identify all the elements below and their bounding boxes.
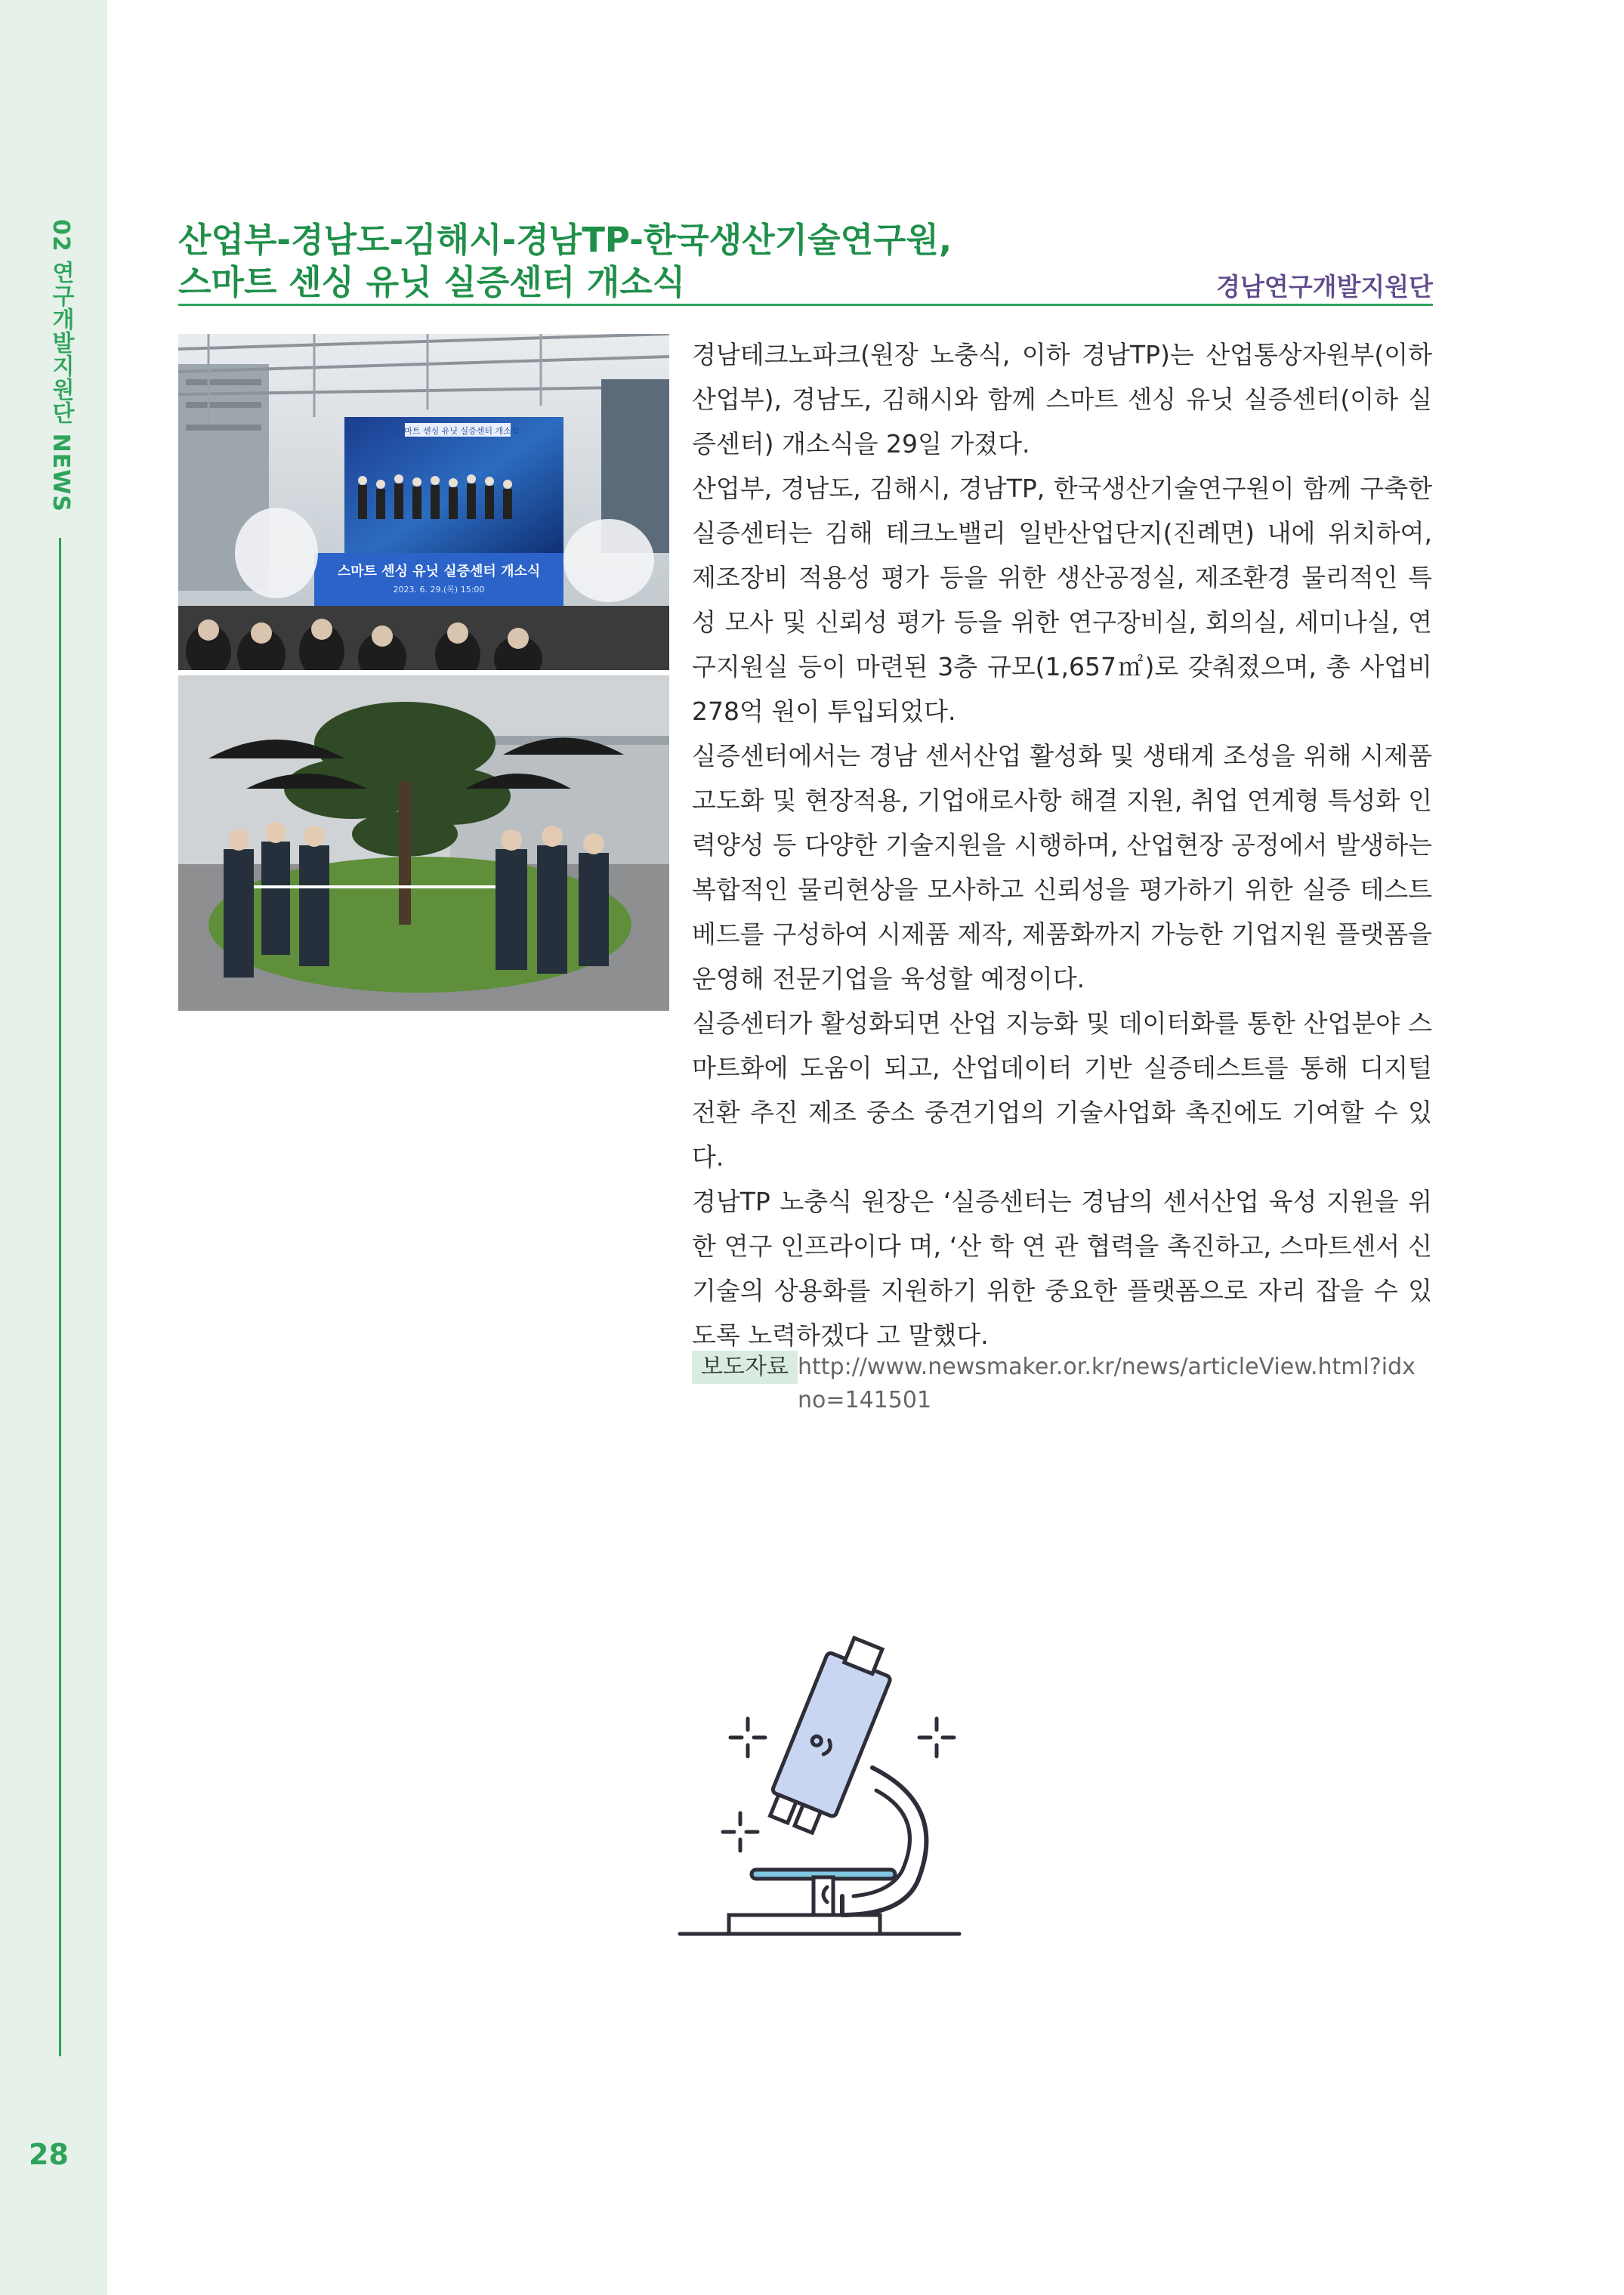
screen-title-text: 스마트 센싱 유닛 실증센터 개소식 [396, 426, 520, 436]
left-sidebar [0, 0, 107, 2295]
source-tag: 보도자료 [692, 1351, 798, 1384]
stage-date-text: 2023. 6. 29.(목) 15:00 [393, 585, 485, 595]
article-title [178, 219, 1311, 304]
paragraph: 실증센터에서는 경남 센서산업 활성화 및 생태계 조성을 위해 시제품 고도화 및 현장적용, 기업애로사항 해결 지원, 취업 연계형 특성화 인력양성 등 다양한 기술지원을 시행하며, 산업현장 공정에서 발생하는 복합적인 물리현상을 모사하고 신뢰성을 평가하기 위한 실증 테스트베드를 구성하여 시제품 제작, 제품화까지 가능한 기업지원 플랫폼을 운영해 전문기업을 육성할 예정이다. [692, 741, 1432, 993]
microscope-illustration [668, 1617, 971, 1949]
source-link[interactable]: http://www.newsmaker.or.kr/news/articleView.html?idxno=141501 [798, 1354, 1416, 1413]
paragraph: 경남테크노파크(원장 노충식, 이하 경남TP)는 산업통상자원부(이하 산업부), 경남도, 김해시와 함께 스마트 센싱 유닛 실증센터(이하 실증센터) 개소식을 29일 가졌다. [692, 340, 1432, 459]
sparkle-icon [919, 1719, 954, 1756]
paragraph: 산업부, 경남도, 김해시, 경남TP, 한국생산기술연구원이 함께 구축한 실증센터는 김해 테크노밸리 일반산업단지(진례면) 내에 위치하여, 제조장비 적용성 평가 등을 위한 생산공정실, 제조환경 물리적인 특성 모사 및 신뢰성 평가 등을 위한 연구장비실, 회의실, 세미나실, 연구지원실 등이 마련된 3층 규모(1,657㎡)로 갖춰졌으며, 총 사업비 278억 원이 투입되었다. [692, 474, 1432, 726]
sparkle-icon [723, 1813, 758, 1851]
sparkle-icon [730, 1719, 765, 1756]
tree-planting-photo [178, 675, 669, 1011]
paragraph: 실증센터가 활성화되면 산업 지능화 및 데이터화를 통한 산업분야 스마트화에 도움이 되고, 산업데이터 기반 실증테스트를 통해 디지털 전환 추진 제조 중소 중견기업의 기술사업화 촉진에도 기여할 수 있다. [692, 1009, 1432, 1172]
article-body [692, 332, 1432, 1358]
ceremony-stage-photo [178, 334, 669, 670]
organization-label: 경남연구개발지원단 [1216, 272, 1433, 301]
section-label: 02 연구개발지원단 NEWS [48, 219, 74, 512]
page-number: 28 [29, 2138, 69, 2171]
paragraph: 경남TP 노충식 원장은 ‘실증센터는 경남의 센서산업 육성 지원을 위한 연구 인프라이다 며, ‘산 학 연 관 협력을 촉진하고, 스마트센서 신기술의 상용화를 지원하기 위한 중요한 플랫폼으로 자리 잡을 수 있도록 노력하겠다 고 말했다. [692, 1187, 1432, 1350]
title-line-1: 산업부-경남도-김해시-경남TP-한국생산기술연구원, [178, 220, 952, 260]
sidebar-divider [59, 538, 61, 2056]
stage-banner-text: 스마트 센싱 유닛 실증센터 개소식 [337, 564, 541, 579]
title-line-2: 스마트 센싱 유닛 실증센터 개소식 [178, 262, 686, 302]
title-divider [178, 304, 1433, 306]
